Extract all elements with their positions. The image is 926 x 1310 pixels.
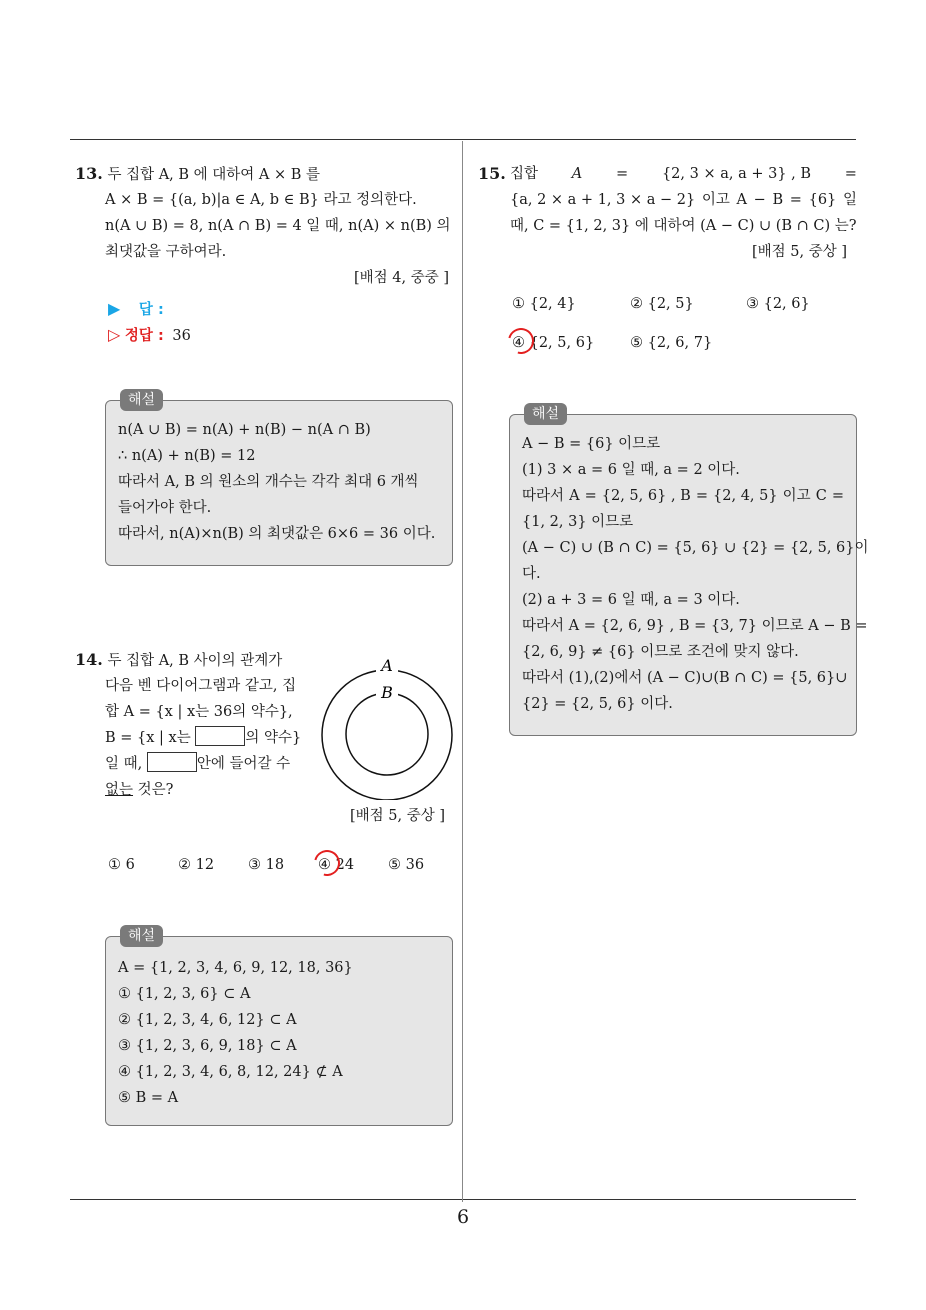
question-text: 일 때, (105, 756, 143, 772)
question-text: B = {x | x는 (105, 730, 191, 746)
explanation-line: ∴ n(A) + n(B) = 12 (118, 448, 256, 464)
choice-3[interactable]: ③ 18 (248, 857, 285, 873)
question-text: B (772, 192, 784, 208)
explanation-line: 따라서 A, B 의 원소의 개수는 각각 최대 6 개씩 (118, 474, 419, 490)
explanation-tag: 해설 (120, 389, 163, 411)
explanation-line: n(A ∪ B) = n(A) + n(B) − n(A ∩ B) (118, 422, 371, 438)
question-text: A × B = {(a, b)|a ∈ A, b ∈ B} 라고 정의한다. (105, 192, 417, 208)
question-line-justified (510, 187, 857, 213)
explanation-line-justified (522, 483, 844, 509)
choice-2[interactable]: ② {2, 5} (630, 296, 694, 312)
explanation-line: {2} = {2, 5, 6} 이다. (522, 696, 673, 712)
question-text: = (616, 166, 629, 182)
choice-3[interactable]: ③ {2, 6} (746, 296, 810, 312)
explanation-text: = (831, 488, 844, 504)
explanation-line-justified (522, 535, 869, 561)
venn-inner-circle (346, 693, 428, 775)
question-text: 이고 (701, 192, 730, 208)
choice-4[interactable]: ④ 24 (318, 857, 355, 873)
venn-label-a: A (381, 656, 393, 675)
question-number: 13. (75, 164, 103, 183)
explanation-box (509, 406, 869, 736)
question-text: 다음 벤 다이어그램과 같고, 집 (105, 678, 297, 694)
choice-2[interactable]: ② 12 (178, 857, 215, 873)
explanation-line: 따라서, n(A)×n(B) 의 최댓값은 6×6 = 36 이다. (118, 526, 436, 542)
explanation-line: ② {1, 2, 3, 4, 6, 12} ⊂ A (118, 1012, 297, 1028)
choice-4[interactable]: ④ {2, 5, 6} (512, 335, 595, 351)
explanation-line: A − B = {6} 이므로 (522, 436, 661, 452)
explanation-line: A = {1, 2, 3, 4, 6, 9, 12, 18, 36} (118, 960, 353, 976)
explanation-line: {1, 2, 3} 이므로 (522, 514, 634, 530)
explanation-line: {2, 6, 9} ≠ {6} 이므로 조건에 맞지 않다. (522, 644, 799, 660)
bottom-rule (70, 1199, 856, 1200)
explanation-line: (1) 3 × a = 6 일 때, a = 2 이다. (522, 462, 740, 478)
answer-label: 답 : (138, 302, 164, 318)
top-rule (70, 139, 856, 140)
explanation-line: 다. (522, 566, 541, 582)
question-text: A (736, 192, 748, 208)
choice-5[interactable]: ⑤ 36 (388, 857, 425, 873)
blank-box (195, 726, 245, 746)
explanation-line: 따라서 (1),(2)에서 (A − C)∪(B ∩ C) = {5, 6}∪ (522, 670, 848, 686)
question-text: {a, 2 × a + 1, 3 × a − 2} (510, 192, 696, 208)
explanation-line: 따라서 A = {2, 6, 9} , B = {3, 7} 이므로 A − B = (522, 618, 868, 634)
question-text: 것은? (133, 782, 174, 798)
correct-answer-value: 36 (172, 328, 191, 344)
explanation-text: {2, 5, 6} , B (601, 488, 691, 504)
explanation-text: 따라서 (522, 488, 565, 504)
page-number: 6 (456, 1206, 470, 1228)
question-text: 때, C = {1, 2, 3} 에 대하여 (A − C) ∪ (B ∩ C) 는? (510, 218, 857, 234)
choice-1[interactable]: ① {2, 4} (512, 296, 576, 312)
venn-label-b: B (381, 683, 393, 702)
question-text: A (571, 166, 583, 182)
question-text: 일 (842, 192, 857, 208)
question-text: 합 A = {x | x는 36의 약수}, (105, 704, 293, 720)
question-text: = (789, 192, 802, 208)
explanation-line: 들어가야 한다. (118, 500, 212, 516)
question-text: {2, 3 × a, a + 3} , B (661, 166, 812, 182)
explanation-tag: 해설 (524, 403, 567, 425)
question-text: n(A ∪ B) = 8, n(A ∩ B) = 4 일 때, n(A) × n(B) 의 (105, 218, 451, 234)
play-icon: ▶ (108, 299, 121, 318)
explanation-line: ① {1, 2, 3, 6} ⊂ A (118, 986, 251, 1002)
question-text: = (844, 166, 857, 182)
blank-box (147, 752, 197, 772)
triangle-outline-icon: ▷ (108, 325, 121, 344)
underlined-text: 없는 (105, 782, 134, 798)
question-text: 두 집합 A, B 에 대하여 A × B 를 (107, 167, 321, 183)
choice-5[interactable]: ⑤ {2, 6, 7} (630, 335, 713, 351)
score-label: [배점 4, 중중 ] (354, 270, 450, 286)
explanation-text: 이고 (782, 488, 811, 504)
question-text: {6} (808, 192, 837, 208)
explanation-text: {2, 4, 5} (713, 488, 778, 504)
question-number: 15. (478, 164, 506, 183)
explanation-tag: 해설 (120, 925, 163, 947)
column-divider (462, 141, 463, 1202)
explanation-text: C (815, 488, 827, 504)
explanation-box (105, 392, 453, 566)
explanation-line: ⑤ B = A (118, 1090, 179, 1106)
explanation-line: ④ {1, 2, 3, 4, 6, 8, 12, 24} ⊄ A (118, 1064, 343, 1080)
explanation-text: (A − C) ∪ (B ∩ C) = {5, 6} ∪ {2} = {2, 5, 6} (522, 540, 855, 556)
explanation-text: = (584, 488, 597, 504)
question-text: 최댓값을 구하여라. (105, 244, 227, 260)
score-label: [배점 5, 중상 ] (752, 244, 848, 260)
venn-diagram (318, 650, 458, 800)
question-line-justified (510, 161, 857, 187)
question-text: 안에 들어갈 수 (196, 756, 291, 772)
explanation-line: (2) a + 3 = 6 일 때, a = 3 이다. (522, 592, 740, 608)
explanation-box (105, 928, 453, 1126)
correct-answer-label: 정답 : (124, 328, 164, 344)
choice-1[interactable]: ① 6 (108, 857, 135, 873)
explanation-text: = (695, 488, 708, 504)
explanation-text: A (569, 488, 580, 504)
question-text: 집합 (510, 166, 539, 182)
question-text: − (753, 192, 766, 208)
score-label: [배점 5, 중상 ] (350, 808, 446, 824)
question-number: 14. (75, 650, 103, 669)
explanation-text: 이 (854, 540, 869, 556)
question-text: 두 집합 A, B 사이의 관계가 (107, 653, 283, 669)
explanation-line: ③ {1, 2, 3, 6, 9, 18} ⊂ A (118, 1038, 297, 1054)
question-text: 의 약수} (245, 730, 302, 746)
